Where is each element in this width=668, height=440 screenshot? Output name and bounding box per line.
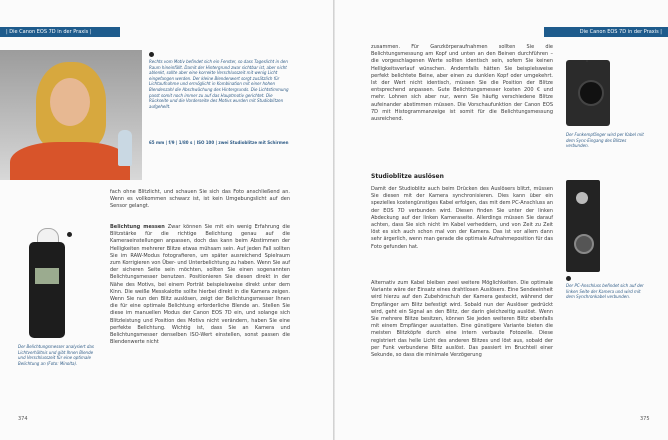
right-page-number: 375 bbox=[640, 416, 650, 422]
portrait-photo bbox=[0, 50, 142, 180]
left-page-number: 374 bbox=[18, 416, 28, 422]
meter-caption: Der Belichtungsmesser analysiert das Lichtverhältnis und gibt Ihnen Blende und Verschlusszeit für eine optimale Belichtung an (Foto: Minolta). bbox=[18, 344, 94, 366]
portrait-exif: 65 mm | f/9 | 1/80 s | ISO 100 | zwei Studioblitze mit Schirmen bbox=[149, 140, 289, 145]
meter-marker-icon bbox=[67, 232, 72, 237]
left-running-head: | Die Canon EOS 7D in der Praxis | bbox=[0, 27, 120, 37]
right-running-head: Die Canon EOS 7D in der Praxis | bbox=[544, 27, 668, 37]
photo-marker-icon bbox=[149, 52, 154, 57]
pc-port-caption: Der PC-Anschluss befindet sich auf der linken Seite der Kamera und wird mit dem Synchronkabel verbunden. bbox=[566, 283, 644, 300]
right-top-text: zusammen. Für Ganzkörperaufnahmen sollten Sie die Belichtungsmessung am Kopf und unten an den Beinen durchführen – die vorgeschlagenen Werte sollten identisch sein, sofern Sie keinen Helligkeitsverlauf wünschen. Andernfalls hätten Sie beispielsweise perfekt belichtete Beine, aber einen zu dunklen Kopf oder umgekehrt. Ist der Wert nicht identisch, müssen Sie die Position der Blitze entsprechend anpassen. Gute Belichtungsmesser kosten 200 € und mehr. Lohnen sich aber nur, wenn Sie häufig verschiedene Blitze aufeinander abstimmen müssen. Die Vorschaufunktion der Canon EOS 7D mit Histogrammanzeige ist somit für die Belichtungsmessung ausreichend. bbox=[371, 44, 553, 123]
section-heading: Studioblitze auslösen bbox=[371, 173, 444, 180]
section-label: Belichtung messen bbox=[110, 224, 165, 230]
left-section bbox=[110, 224, 290, 346]
left-intro-text: fach ohne Blitzlicht, und schauen Sie sich das Foto anschließend an. Wenn es vollkommen schwarz ist, ist kein Umgebungslicht auf den Sensor gelangt. bbox=[110, 189, 290, 210]
portrait-caption: Rechts vom Motiv befindet sich ein Fenster, so dass Tageslicht in den Raum hineinfällt. Damit der Hintergrund zwar sichtbar ist, aber nicht ablenkt, sollte aber eine korrekte Verschlusszeit mit wenig Licht eingefangen werden. Der kleine Blendenwert sorgt zusätzlich für Lichtaufnahme und ermöglicht in Kombination mit einer hohen Blendenzahl die Abschwächung des Hintergrunds. Die Lichtstimmung passt somit noch immer zu auf das Hauptmotiv gerichtet. Die Rückseite und die Vorderseite des Motivs wurden mit Studioblitzen aufgehellt. bbox=[149, 59, 289, 109]
left-section-text: Zwar können Sie mit ein wenig Erfahrung die Blitzstärke für die richtige Belichtung genau auf die Kameraeinstellungen anpassen, doch das kann beim Abstimmen der Helligkeiten mehrerer Blitze etwas mühsam sein. Auf jeden Fall sollten Sie im RAW-Modus fotografieren, um später ausreichend Spielraum zum Korrigieren von Über- und Unterbelichtung zu haben. Wenn Sie auf der sicheren Seite sein möchten, sollten Sie einen sogenannten Belichtungsmesser benutzen. Positionieren Sie diesen direkt in der Nähe des Motivs, bei einem Porträt beispielsweise direkt unter dem Kinn. Die weiße Messkalotte sollte hierbei direkt in die Kamera zeigen. Wenn Sie nun den Blitz auslösen, zeigt der Belichtungsmesser Ihnen die für eine optimale Belichtung erforderliche Blende an. Stellen Sie diese im manuellen Modus der Canon EOS 7D ein, und solange sich Blitzleistung und Position des Motivs nicht verändern, haben Sie eine perfekte Belichtung. Wichtig ist, dass Sie an Kamera und Belichtungsmesser denselben ISO-Wert einstellen, sonst passen die Blendenwerte nicht bbox=[110, 224, 290, 346]
light-meter-photo bbox=[27, 228, 67, 338]
right-section-text-2: Alternativ zum Kabel bleiben zwei weitere Möglichkeiten. Die optimale Variante wäre der Einsatz eines drahtlosen Auslösers. Eine Sendeeinheit wird hierzu auf den Zubehörschuh der Kamera gesteckt, während der Empfänger am Blitz befestigt wird. Sobald nun der Auslöser gedrückt wird, geht ein Signal an den Blitz, der darin gleichzeitig auslöst. Wenn Sie mehrere Blitze besitzen, können Sie jeden weiteren Blitz ebenfalls mit einem Empfänger ausstatten. Eine günstigere Variante bieten die meisten Blitzköpfe durch eine intern verbaute Fotozelle. Diese registriert das helle Licht des anderen Blitzes und löst aus, sobald der per Funk verbundene Blitz auslöst. Das passiert im Bruchteil einer Sekunde, so dass die minimale Verzögerung bbox=[371, 280, 553, 359]
page-gutter bbox=[333, 0, 335, 440]
pc-port-photo bbox=[566, 180, 600, 272]
receiver-caption: Der Funkempfänger wird per Kabel mit dem Sync-Eingang des Blitzes verbunden. bbox=[566, 132, 644, 149]
panel-marker-icon bbox=[566, 276, 571, 281]
right-section-text-1: Damit der Studioblitz auch beim Drücken des Auslösers blitzt, müssen Sie diesen mit der Kamera synchronisieren. Dies kann über ein spezielles kostengünstiges Kabel erfolgen, das mit dem PC-Anschluss an der EOS 7D verbunden wird. Diesen finden Sie unter der linken Abdeckung auf der linken Kameraseite. Allerdings müssen Sie darauf achten, dass Sie sich nicht im Kabel verheddern, und von Zeit zu Zeit löst es sich auch schon mal von der Kamera. Das ist vor allem dann sehr ärgerlich, wenn man gerade die optimale Aufnahmeposition für das Foto gefunden hat. bbox=[371, 186, 554, 250]
receiver-photo bbox=[566, 60, 610, 126]
